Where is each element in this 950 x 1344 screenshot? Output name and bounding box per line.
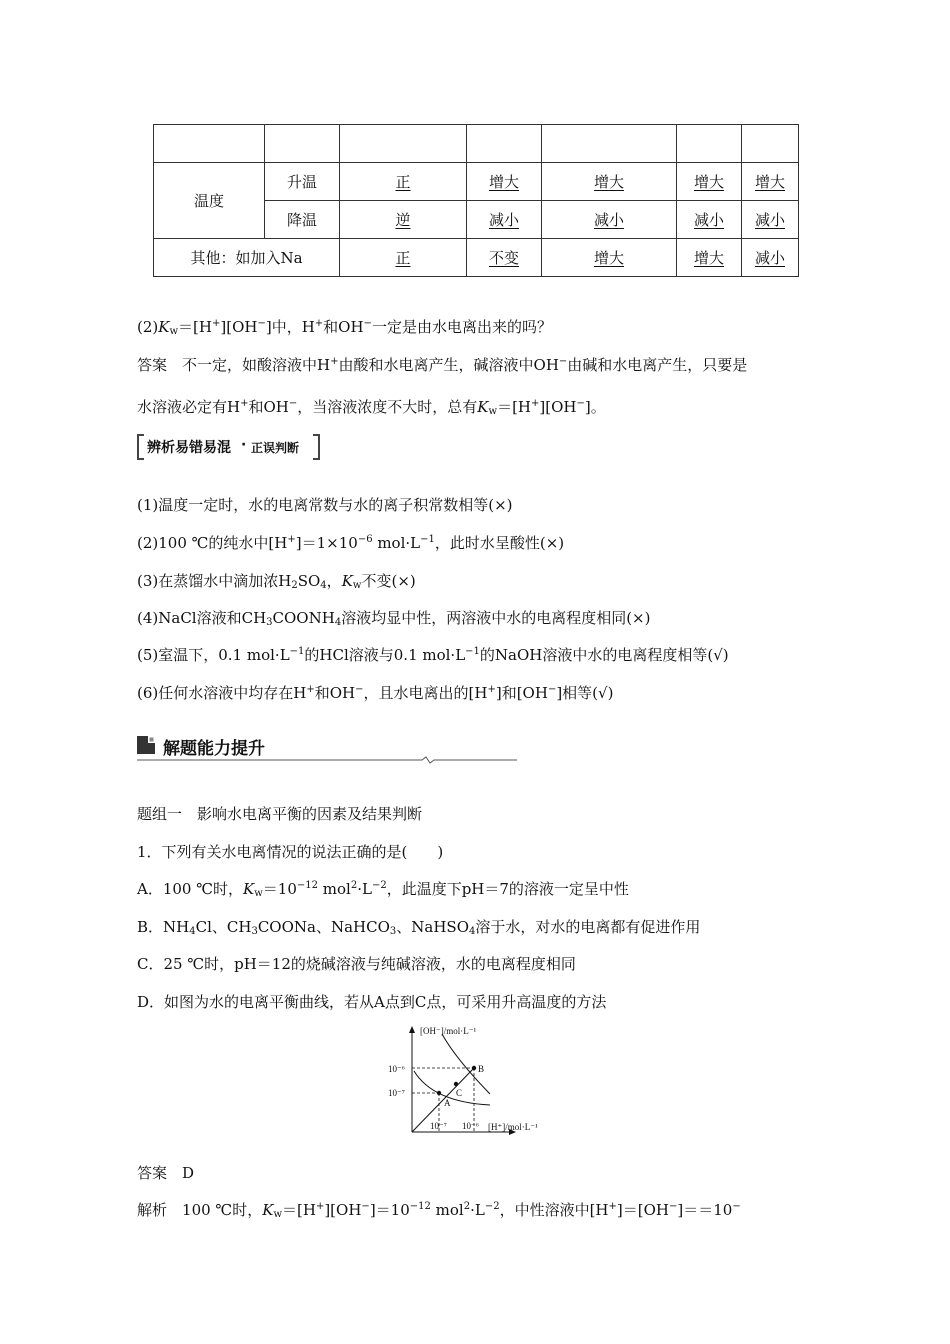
table-cell: 增大 (467, 163, 542, 201)
answer-line (137, 1162, 194, 1183)
point-b-marker (472, 1066, 476, 1070)
table-cell: 减小 (742, 239, 799, 277)
table-cell: 增大 (542, 163, 677, 201)
section-divider (137, 756, 519, 764)
point-b-label: B (478, 1064, 485, 1074)
table-cell: 增大 (677, 163, 742, 201)
table-row (154, 125, 799, 163)
option-d: D．如图为水的电离平衡曲线，若从A点到C点，可采用升高温度的方法 (137, 993, 607, 1011)
y-axis-arrow (409, 1026, 415, 1033)
point-a-label: A (444, 1098, 451, 1108)
judge-item-4: (4)NaCl溶液和$CH_3COONH_4$溶液均显中性，两溶液中水的电离程度相同(×) (137, 609, 651, 628)
ionization-factors-table (153, 124, 799, 277)
table-cell: 不变 (467, 239, 542, 277)
table-cell: 正 (340, 163, 467, 201)
table-cell: 减小 (742, 201, 799, 239)
judge-item-1: (1)温度一定时，水的电离常数与水的离子积常数相等(×) (137, 496, 513, 514)
table-cell: 减小 (677, 201, 742, 239)
answer-line-1: 答案 不一定，如酸溶液中H+由酸和水电离产生，碱溶液中OH−由碱和水电离产生，只要是 (137, 356, 748, 374)
table-row (154, 163, 799, 201)
answer-label: 答案 (137, 356, 168, 374)
analysis-label: 解析 (137, 1201, 168, 1219)
y-axis-label: [OH⁻]/mol·L⁻¹ (420, 1026, 477, 1036)
point-c-label: C (456, 1088, 463, 1098)
x-axis-label: [H⁺]/mol·L⁻¹ (488, 1122, 538, 1132)
section-title: 解题能力提升 (163, 739, 265, 759)
option-c: C．25 ℃时，pH＝12的烧碱溶液与纯碱溶液，水的电离程度相同 (137, 955, 576, 973)
answer-line-2: 水溶液必定有H+和OH−，当溶液浓度不大时，总有$K_w=[H^+][OH^-]$。 (137, 398, 606, 417)
option-a: A．100 ℃时，$K_w=10^{-12}$ $mol^2\cdot L^{-2}$，此温度下pH＝7的溶液一定呈中性 (137, 880, 629, 899)
question-group-title: 题组一 影响水电离平衡的因素及结果判断 (137, 805, 423, 823)
table-cell: 正 (340, 239, 467, 277)
question-2: $(2)K_w=[H^+][OH^-]$中，H+和OH−一定是由水电离出来的吗？ (137, 318, 552, 337)
y-tick-label: 10⁻⁷ (388, 1088, 405, 1098)
table-cell: 减小 (467, 201, 542, 239)
table-cell: 增大 (542, 239, 677, 277)
judge-item-2: (2)100 ℃的纯水中$[H^+]=1\times 10^{-6}$ $mol\cdot L^{-1}$，此时水呈酸性(×) (137, 534, 565, 552)
table-cell: 其他：如加入Na (154, 239, 340, 277)
judge-item-5: (5)室温下，0.1 $mol\cdot L^{-1}$的HCl溶液与0.1 $mol\cdot L^{-1}$的NaOH溶液中水的电离程度相等(√) (137, 646, 729, 664)
answer-label: 答案 (137, 1164, 168, 1182)
question-1-stem: 1．下列有关水电离情况的说法正确的是( ) (137, 843, 444, 861)
table-cell: 升温 (265, 163, 340, 201)
table-cell: 增大 (677, 239, 742, 277)
judge-item-3: (3)在蒸馏水中滴加浓$H_2SO_4$，$K_w$不变(×) (137, 572, 416, 591)
ionization-curve-figure (378, 1024, 578, 1139)
x-tick-label: 10⁻⁶ (462, 1121, 479, 1131)
table-cell: 温度 (154, 163, 265, 239)
table-cell: 逆 (340, 201, 467, 239)
point-c-marker (454, 1082, 458, 1086)
analysis-line: 解析 100 ℃时，$K_w=[H^+][OH^-]=10^{-12}$ $mol^2\cdot L^{-2}$，中性溶液中[H+]＝[OH−]＝＝10− (137, 1201, 741, 1220)
table-row (154, 239, 799, 277)
point-a-marker (437, 1091, 441, 1095)
table-cell: 降温 (265, 201, 340, 239)
judge-item-6: (6)任何水溶液中均存在H+和OH−，且水电离出的[H+]和[OH−]相等(√) (137, 684, 614, 702)
y-tick-label: 10⁻⁶ (388, 1064, 405, 1074)
section-header (137, 734, 517, 762)
x-tick-label: 10⁻⁷ (430, 1121, 447, 1131)
table-cell: 增大 (742, 163, 799, 201)
lower-curve (414, 1071, 490, 1105)
section-square-icon (137, 736, 155, 754)
option-b: B．$NH_4Cl$、$CH_3COONa$、NaHCO$_3$、NaHSO$_4$溶于水，对水的电离都有促进作用 (137, 918, 701, 937)
answer-value: D (182, 1164, 195, 1182)
table-cell: 减小 (542, 201, 677, 239)
